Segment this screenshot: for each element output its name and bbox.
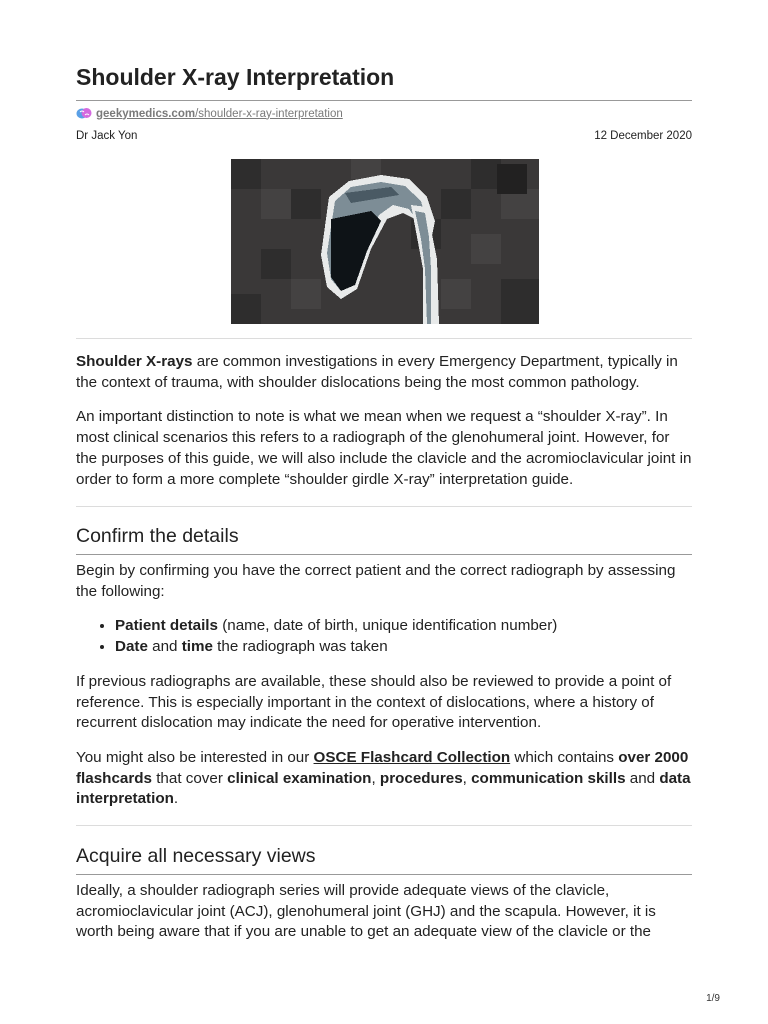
paragraph: Begin by confirming you have the correct patient and the correct radiograph by assessing the following: [76,562,676,600]
divider [76,825,692,826]
source-link[interactable]: geekymedics.com/shoulder-x-ray-interpretation [96,107,343,120]
divider [76,338,692,339]
title-divider [76,100,692,101]
page-title: Shoulder X-ray Interpretation [76,64,395,90]
list-item: • Patient details (name, date of birth, unique identification number) [115,616,692,637]
details-list [76,616,692,657]
paragraph: Ideally, a shoulder radiograph series will provide adequate views of the clavicle, acromioclavicular joint (ACJ), glenohumeral joint (GHJ) and the scapula. However, it is worth being aware that if you are unable to get an adequate view of the clavicle or the [76,882,656,941]
acquire-views-section [76,881,692,943]
publish-date: 12 December 2020 [594,130,692,142]
heading-divider [76,554,692,555]
source-line [76,107,343,120]
author: Dr Jack Yon [76,130,138,142]
flashcard-promo-paragraph: You might also be interested in our OSCE Flashcard Collection which contains over 2000 flashcards that cover clinical examination, procedures, communication skills and data interpretation. [76,748,691,808]
brain-icon [76,107,92,120]
confirm-details-section [76,561,692,810]
intro-paragraph-2: An important distinction to note is what we mean when we request a “shoulder X-ray”. In most clinical scenarios this refers to a radiograph of the glenohumeral joint. However, for the purposes of this guide, we will also include the clavicle and the acromioclavicular joint in order to form a more complete “shoulder girdle X-ray” interpretation guide. [76,408,692,488]
heading-divider [76,874,692,875]
intro-paragraph-1: Shoulder X-rays are common investigations in every Emergency Department, typically in the context of trauma, with shoulder dislocations being the most common pathology. [76,353,678,391]
osce-flashcard-link[interactable]: OSCE Flashcard Collection [313,748,511,766]
section-heading-acquire-views: Acquire all necessary views [76,845,316,867]
paragraph: If previous radiographs are available, these should also be reviewed to provide a point of reference. This is especially important in the context of dislocations, where a history of recurrent dislocation may indicate the need for operative intervention. [76,672,672,732]
section-heading-confirm-details: Confirm the details [76,525,239,547]
intro-section [76,352,692,490]
shoulder-xray-icon [231,159,539,324]
divider [76,506,692,507]
list-item: • Date and time the radiograph was taken [115,637,692,658]
page-number: 1/9 [706,993,720,1004]
